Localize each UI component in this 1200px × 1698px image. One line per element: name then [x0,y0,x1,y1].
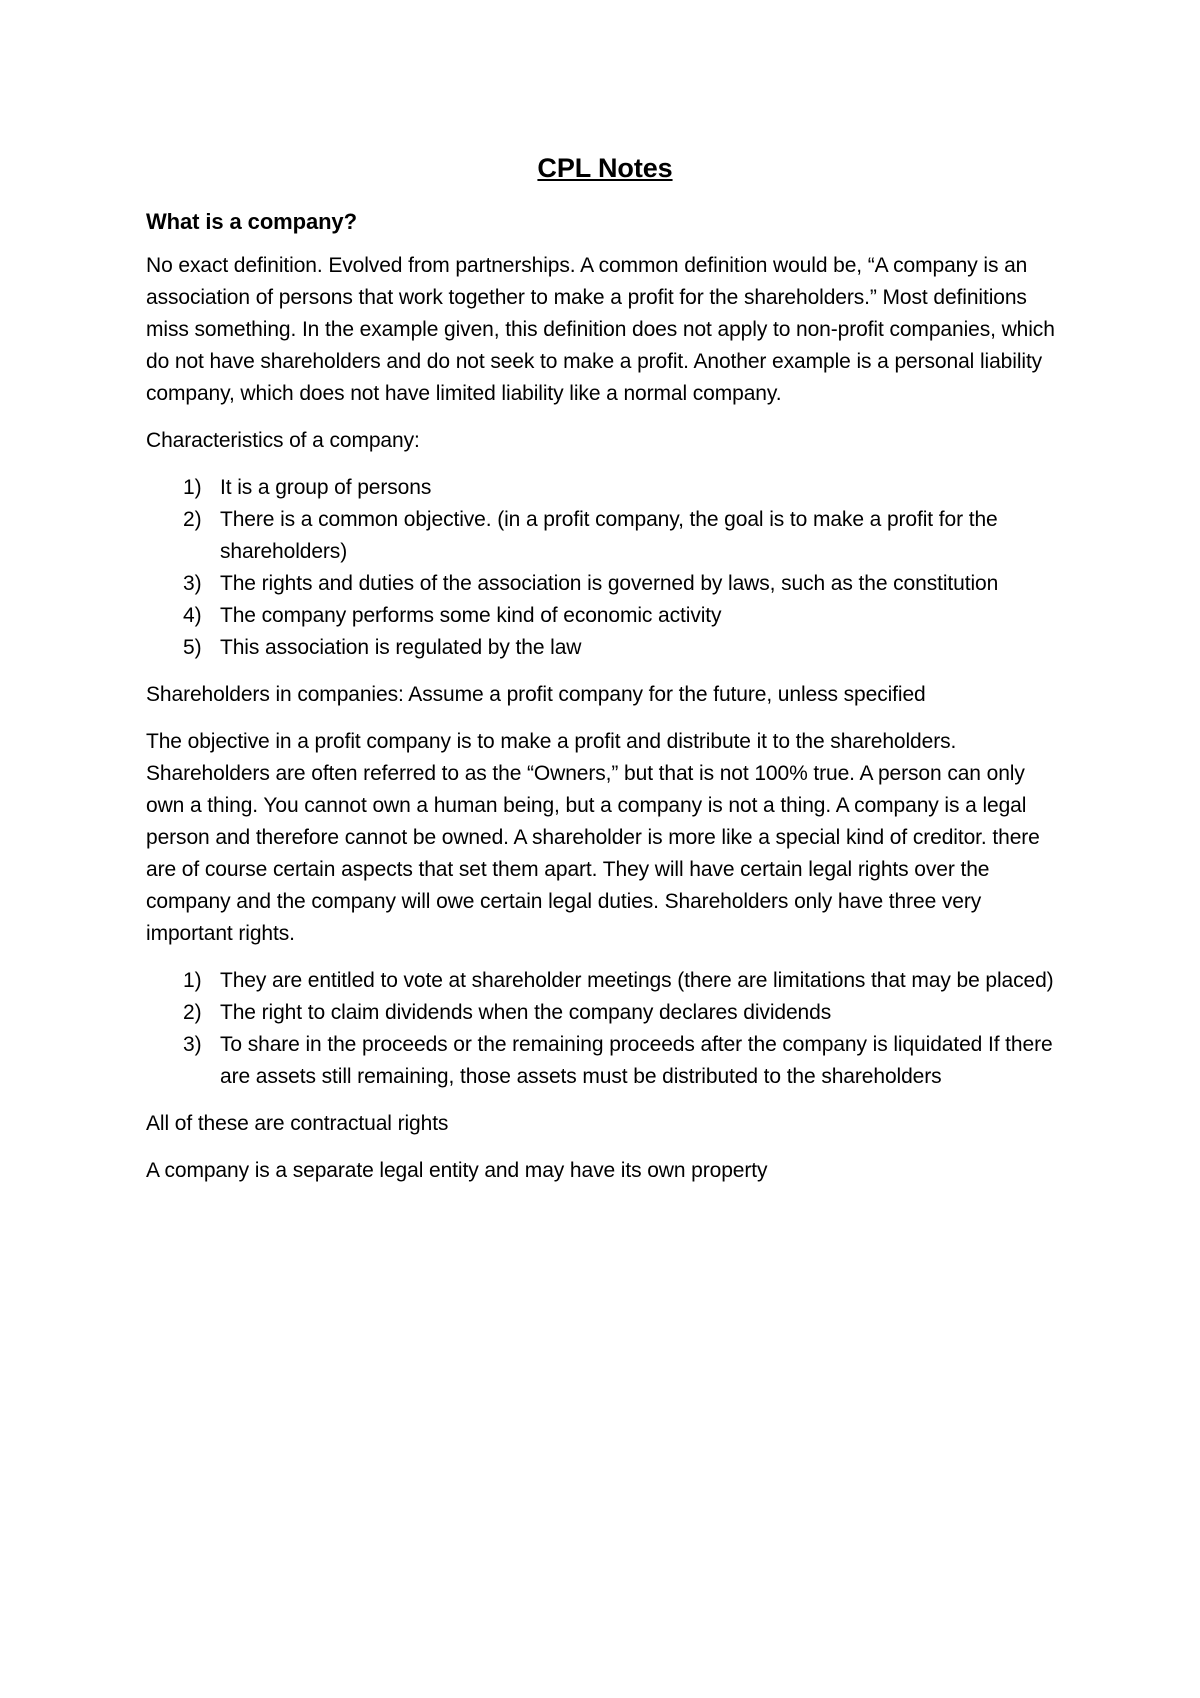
characteristics-list [146,472,1064,664]
list-item [146,1029,1064,1093]
list-item [146,504,1064,568]
contractual-note: All of these are contractual rights [146,1112,449,1135]
list-item [146,472,1064,504]
list-number: 1) [183,969,202,992]
document-body [146,148,1064,1202]
list-item-text: To share in the proceeds or the remaining proceeds after the company is liquidated If there are assets still remaining, those assets must be distributed to the shareholders [220,1033,1053,1088]
list-number: 2) [183,508,202,531]
characteristics-label: Characteristics of a company: [146,429,420,452]
list-number: 2) [183,1001,202,1024]
list-item [146,600,1064,632]
list-item-text: The right to claim dividends when the company declares dividends [220,1001,832,1024]
list-item [146,965,1064,997]
shareholders-label: Shareholders in companies: Assume a profit company for the future, unless specified [146,683,926,706]
closing-note: A company is a separate legal entity and may have its own property [146,1159,768,1182]
list-number: 4) [183,604,202,627]
intro-paragraph: No exact definition. Evolved from partnerships. A common definition would be, “A company is an association of persons that work together to make a profit for the shareholders.” Most definitions miss something. In the example given, this definition does not apply to non-profit companies, which do not have shareholders and do not seek to make a profit. Another example is a personal liability company, which does not have limited liability like a normal company. [146,254,1055,405]
list-item [146,997,1064,1029]
list-item-text: There is a common objective. (in a profit company, the goal is to make a profit for the shareholders) [220,508,998,563]
list-item [146,632,1064,664]
list-number: 5) [183,636,202,659]
list-item-text: The rights and duties of the association is governed by laws, such as the constitution [220,572,999,595]
list-number: 3) [183,572,202,595]
rights-list [146,965,1064,1093]
list-item-text: It is a group of persons [220,476,432,499]
list-item-text: The company performs some kind of economic activity [220,604,722,627]
list-item-text: They are entitled to vote at shareholder meetings (there are limitations that may be placed) [220,969,1054,992]
list-item-text: This association is regulated by the law [220,636,582,659]
document-title: CPL Notes [537,153,673,183]
list-number: 1) [183,476,202,499]
section-heading: What is a company? [146,209,357,234]
list-number: 3) [183,1033,202,1056]
objective-paragraph: The objective in a profit company is to make a profit and distribute it to the shareholders. Shareholders are often referred to as the “Owners,” but that is not 100% true. A person can only own a thing. You cannot own a human being, but a company is not a thing. A company is a legal person and therefore cannot be owned. A shareholder is more like a special kind of creditor. there are of course certain aspects that set them apart. They will have certain legal rights over the company and the company will owe certain legal duties. Shareholders only have three very important rights. [146,730,1040,945]
list-item [146,568,1064,600]
